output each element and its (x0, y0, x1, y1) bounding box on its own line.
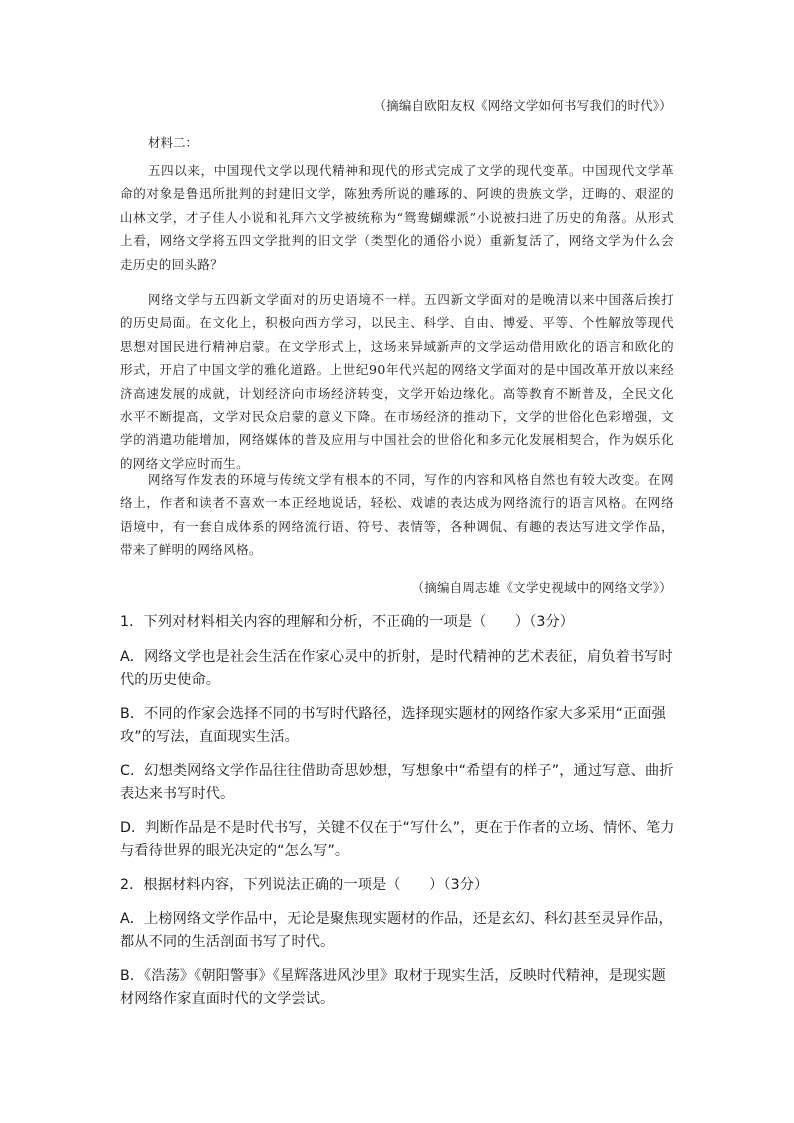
question-2-option-a: A．上榜网络文学作品中，无论是聚焦现实题材的作品，还是玄幻、科幻甚至灵异作品，都从不同的生活剖面书写了时代。 (120, 911, 673, 950)
question-1-option-b: B．不同的作家会选择不同的书写时代路径，选择现实题材的网络作家大多采用“正面强攻”的写法，直面现实生活。 (120, 706, 666, 745)
question-1-option-a: A．网络文学也是社会生活在作家心灵中的折射，是时代精神的艺术表征，肩负着书写时代的历史使命。 (120, 649, 673, 688)
question-2-stem: 2．根据材料内容，下列说法正确的一项是（ ）（3分） (120, 877, 489, 893)
material-2-paragraph-3: 网络写作发表的环境与传统文学有根本的不同，写作的内容和风格自然也有较大改变。在网络上，作者和读者不喜欢一本正经地说话，轻松、戏谑的表达成为网络流行的语言风格。在网络语境中，有一套自成体系的网络流行语、符号、表情等，各种调侃、有趣的表达写进文学作品，带来了鲜明的网络风格。 (120, 472, 674, 558)
question-1-option-d: D．判断作品是不是时代书写，关键不仅在于“写什么”，更在于作者的立场、情怀、笔力与看待世界的眼光决定的“怎么写”。 (120, 820, 675, 859)
material-2-paragraph-1: 五四以来，中国现代文学以现代精神和现代的形式完成了文学的现代变革。中国现代文学革命的对象是鲁迅所批判的封建旧文学，陈独秀所说的雕琢的、阿谀的贵族文学，迂晦的、艰涩的山林文学，才子佳人小说和礼拜六文学被统称为“鸳鸯蝴蝶派”小说被扫进了历史的角落。从形式上看，网络文学将五四文学批判的旧文学（类型化的通俗小说）重新复活了，网络文学为什么会走历史的回头路？ (120, 163, 674, 272)
question-1-option-c: C．幻想类网络文学作品往往借助奇思妙想，写想象中“希望有的样子”，通过写意、曲折表达来书写时代。 (120, 763, 674, 802)
source-citation-2: （摘编自周志雄《文学史视域中的网络文学》） (411, 580, 672, 595)
material-2-label: 材料二： (148, 135, 199, 150)
question-1-stem: 1．下列对材料相关内容的理解和分析，不正确的一项是（ ）（3分） (120, 614, 575, 630)
source-citation-1: （摘编自欧阳友权《网络文学如何书写我们的时代》） (373, 98, 672, 113)
material-2-paragraph-2: 网络文学与五四新文学面对的历史语境不一样。五四新文学面对的是晚清以来中国落后挨打的历史局面。在文化上，积极向西方学习，以民主、科学、自由、博爱、平等、个性解放等现代思想对国民进行精神启蒙。在文学形式上，这场来异域新声的文学运动借用欧化的语言和欧化的形式，开启了中国文学的雅化道路。上世纪90年代兴起的网络文学面对的是中国改革开放以来经济高速发展的成就，计划经济向市场经济转变，文学开始边缘化。高等教育不断普及，全民文化水平不断提高，文学对民众启蒙的意义下降。在市场经济的推动下，文学的世俗化色彩增强，文学的消遣功能增加，网络媒体的普及应用与中国社会的世俗化和多元化发展相契合，作为娱乐化的网络文学应时而生。 (120, 292, 674, 471)
question-2-option-b: B．《浩荡》《朝阳警事》《星辉落进风沙里》取材于现实生活，反映时代精神，是现实题材网络作家直面时代的文学尝试。 (120, 968, 666, 1007)
